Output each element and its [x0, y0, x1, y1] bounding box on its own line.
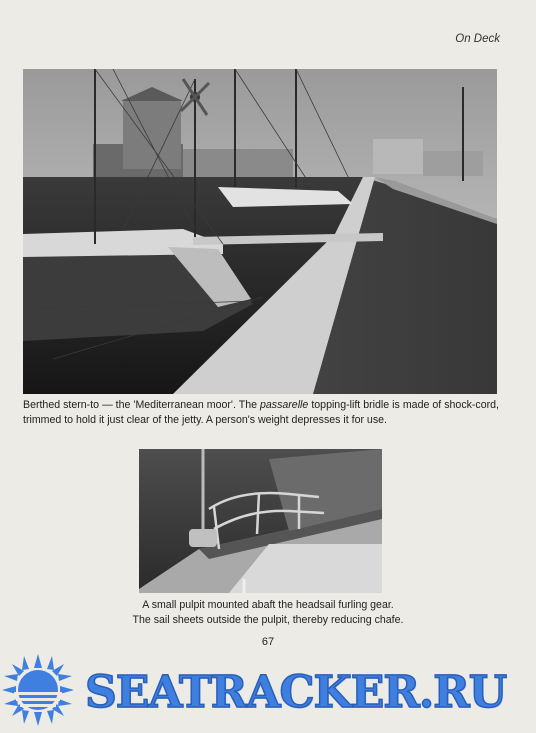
page-number: 67 — [261, 636, 275, 648]
caption-line-1: A small pulpit mounted abaft the headsail furling gear. — [142, 599, 394, 611]
main-photo-caption — [23, 398, 499, 428]
caption-text-end: topping-lift bridle is made of shock-cord, trimmed to hold it just clear of the jetty. A person's weight depresses it for use. — [23, 399, 499, 426]
photo-mediterranean-moor — [23, 69, 497, 394]
caption-italic-term: passarelle — [260, 399, 309, 411]
caption-line-2: The sail sheets outside the pulpit, thereby reducing chafe. — [132, 614, 404, 626]
photo-bow-pulpit — [139, 449, 382, 593]
caption-text-start: Berthed stern-to — the 'Mediterranean moor'. The — [23, 399, 261, 411]
pulpit-photo-caption — [60, 598, 476, 628]
running-header: On Deck — [455, 33, 500, 45]
watermark-text: SEATRACKER.RU — [85, 667, 507, 718]
